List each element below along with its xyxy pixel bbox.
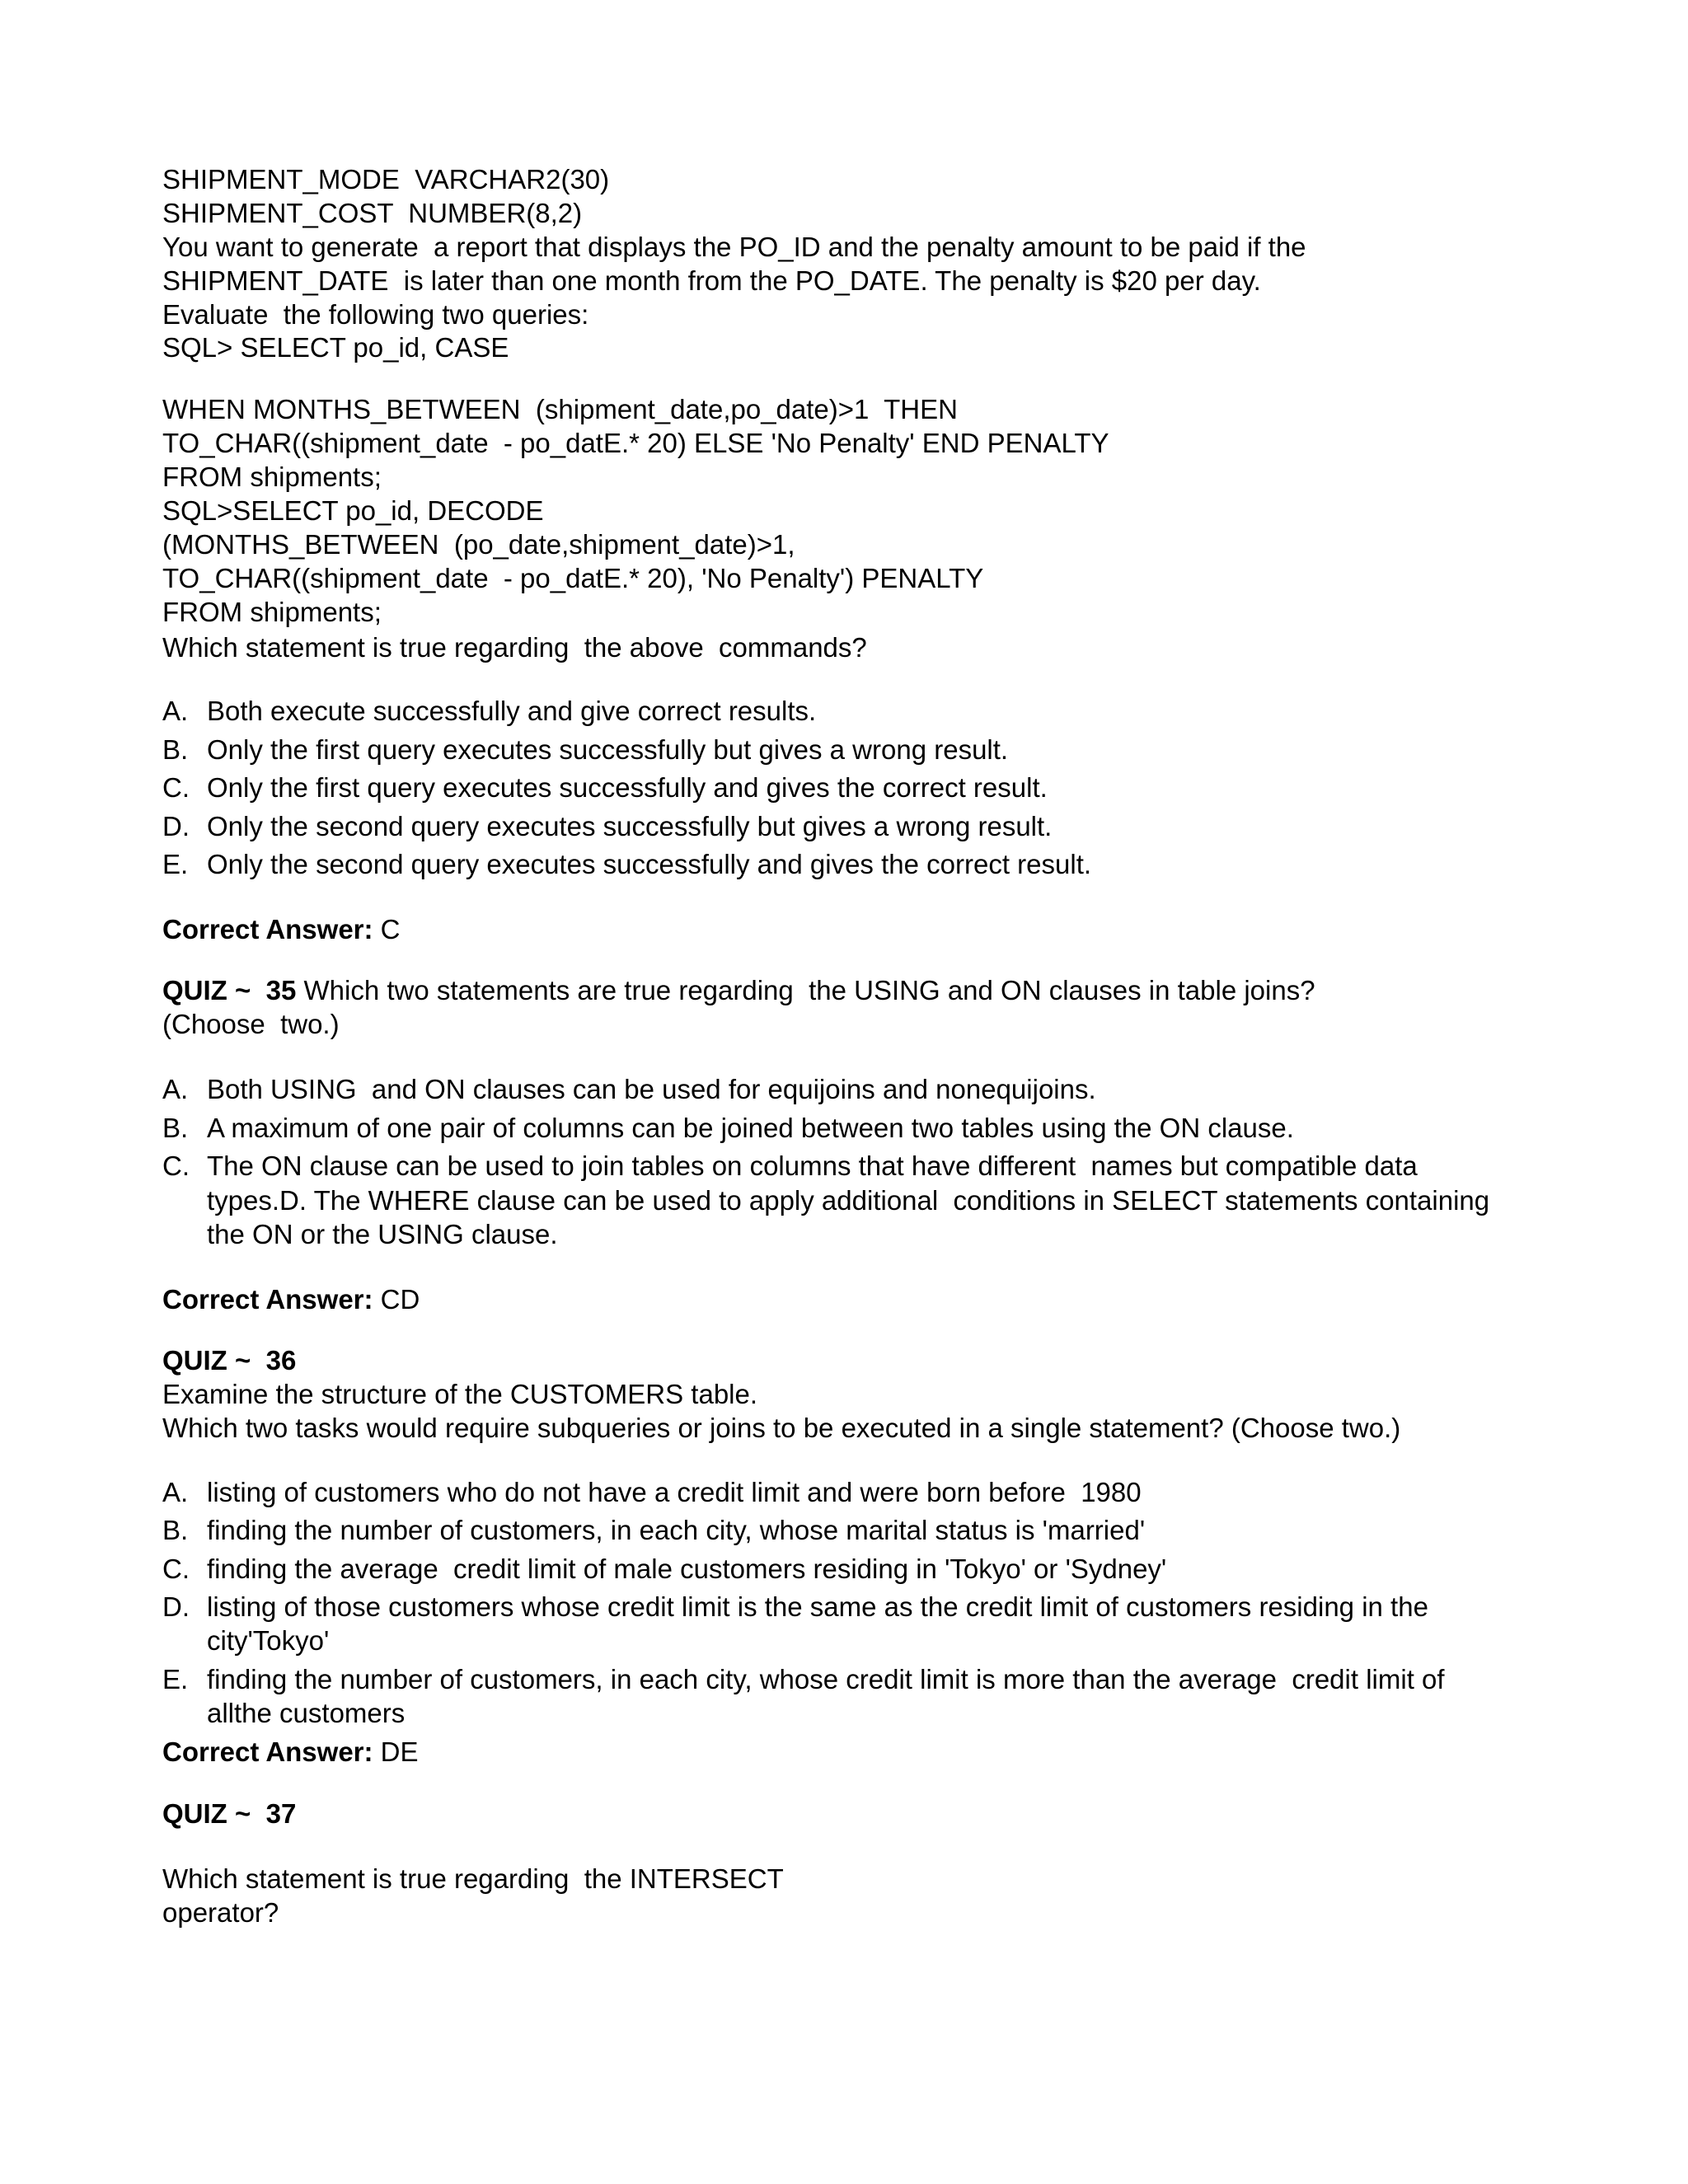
option-item	[162, 1475, 1142, 1510]
option-letter: A.	[162, 696, 189, 726]
option-item	[162, 847, 1091, 882]
question-text: SQL> SELECT po_id, CASE	[162, 332, 509, 363]
option-text: Both execute successfully and give correct results.	[207, 696, 817, 726]
correct-answer-label: Correct Answer:	[162, 1736, 373, 1767]
question-text: Which statement is true regarding the INTERSECT	[162, 1863, 784, 1894]
option-text-continued: city'Tokyo'	[207, 1625, 330, 1656]
question-heading: QUIZ ~ 36	[162, 1345, 297, 1376]
question-text: Which statement is true regarding the above commands?	[162, 632, 867, 663]
correct-answer-value: C	[373, 914, 401, 944]
option-text: listing of customers who do not have a credit limit and were born before 1980	[207, 1477, 1142, 1507]
option-text: A maximum of one pair of columns can be joined between two tables using the ON clause.	[207, 1113, 1294, 1143]
option-letter: B.	[162, 1515, 189, 1545]
option-text: Only the first query executes successfully but gives a wrong result.	[207, 734, 1009, 765]
option-letter: B.	[162, 734, 189, 765]
option-letter: E.	[162, 849, 189, 879]
option-item	[162, 733, 1008, 767]
option-item	[162, 1513, 1145, 1548]
question-text: (Choose two.)	[162, 1009, 340, 1039]
question-text: You want to generate a report that displays the PO_ID and the penalty amount to be paid if the	[162, 232, 1306, 262]
question-text: Which two statements are true regarding the USING and ON clauses in table joins?	[296, 975, 1315, 1005]
option-text: Only the second query executes successfully but gives a wrong result.	[207, 811, 1053, 841]
option-text: finding the average credit limit of male customers residing in 'Tokyo' or 'Sydney'	[207, 1554, 1167, 1584]
option-text: finding the number of customers, in each city, whose credit limit is more than the average credit limit of	[207, 1664, 1445, 1694]
schema-line: SHIPMENT_COST NUMBER(8,2)	[162, 198, 583, 228]
option-letter: E.	[162, 1664, 189, 1694]
correct-answer-label: Correct Answer:	[162, 914, 373, 944]
question-text: Evaluate the following two queries:	[162, 299, 589, 330]
correct-answer	[162, 912, 401, 947]
question-heading: QUIZ ~ 37	[162, 1798, 297, 1829]
question-text: Examine the structure of the CUSTOMERS table.	[162, 1379, 758, 1409]
correct-answer	[162, 1282, 420, 1317]
option-text: The ON clause can be used to join tables on columns that have different names but compatible data	[207, 1151, 1418, 1181]
option-letter: C.	[162, 772, 190, 803]
option-item	[162, 1590, 1428, 1624]
option-text: listing of those customers whose credit limit is the same as the credit limit of customers residing in the	[207, 1591, 1428, 1622]
question-heading-line	[162, 973, 1315, 1008]
code-line: FROM shipments;	[162, 597, 382, 627]
question-text: operator?	[162, 1897, 279, 1928]
option-item	[162, 1072, 1096, 1107]
option-item	[162, 694, 816, 729]
correct-answer-value: CD	[373, 1284, 420, 1315]
option-text-continued: types.D. The WHERE clause can be used to apply additional conditions in SELECT statements containing	[207, 1185, 1490, 1216]
option-letter: C.	[162, 1554, 190, 1584]
option-letter: D.	[162, 811, 190, 841]
code-line: SQL>SELECT po_id, DECODE	[162, 495, 544, 526]
option-item	[162, 771, 1048, 805]
option-item	[162, 1111, 1294, 1146]
option-letter: B.	[162, 1113, 189, 1143]
correct-answer	[162, 1735, 419, 1769]
schema-line: SHIPMENT_MODE VARCHAR2(30)	[162, 164, 610, 194]
option-item	[162, 1662, 1445, 1697]
option-letter: A.	[162, 1074, 189, 1104]
option-text: Only the second query executes successfully and gives the correct result.	[207, 849, 1092, 879]
option-text-continued: the ON or the USING clause.	[207, 1219, 558, 1249]
option-text: finding the number of customers, in each city, whose marital status is 'married'	[207, 1515, 1146, 1545]
option-item	[162, 1552, 1166, 1586]
question-text: Which two tasks would require subqueries or joins to be executed in a single statement? (Choose two.)	[162, 1413, 1401, 1443]
option-text: Only the first query executes successfully and gives the correct result.	[207, 772, 1048, 803]
correct-answer-label: Correct Answer:	[162, 1284, 373, 1315]
option-letter: C.	[162, 1151, 190, 1181]
option-letter: A.	[162, 1477, 189, 1507]
code-line: (MONTHS_BETWEEN (po_date,shipment_date)>1,	[162, 529, 795, 560]
code-line: WHEN MONTHS_BETWEEN (shipment_date,po_date)>1 THEN	[162, 394, 958, 424]
code-line: FROM shipments;	[162, 462, 382, 492]
question-text: SHIPMENT_DATE is later than one month from the PO_DATE. The penalty is $20 per day.	[162, 265, 1261, 296]
option-text: Both USING and ON clauses can be used for equijoins and nonequijoins.	[207, 1074, 1096, 1104]
question-heading: QUIZ ~ 35	[162, 975, 297, 1005]
code-line: TO_CHAR((shipment_date - po_datE.* 20), 'No Penalty') PENALTY	[162, 563, 984, 593]
correct-answer-value: DE	[373, 1736, 419, 1767]
option-item	[162, 809, 1052, 844]
option-letter: D.	[162, 1591, 190, 1622]
option-item	[162, 1149, 1418, 1183]
code-line: TO_CHAR((shipment_date - po_datE.* 20) ELSE 'No Penalty' END PENALTY	[162, 428, 1109, 458]
option-text-continued: allthe customers	[207, 1698, 406, 1728]
